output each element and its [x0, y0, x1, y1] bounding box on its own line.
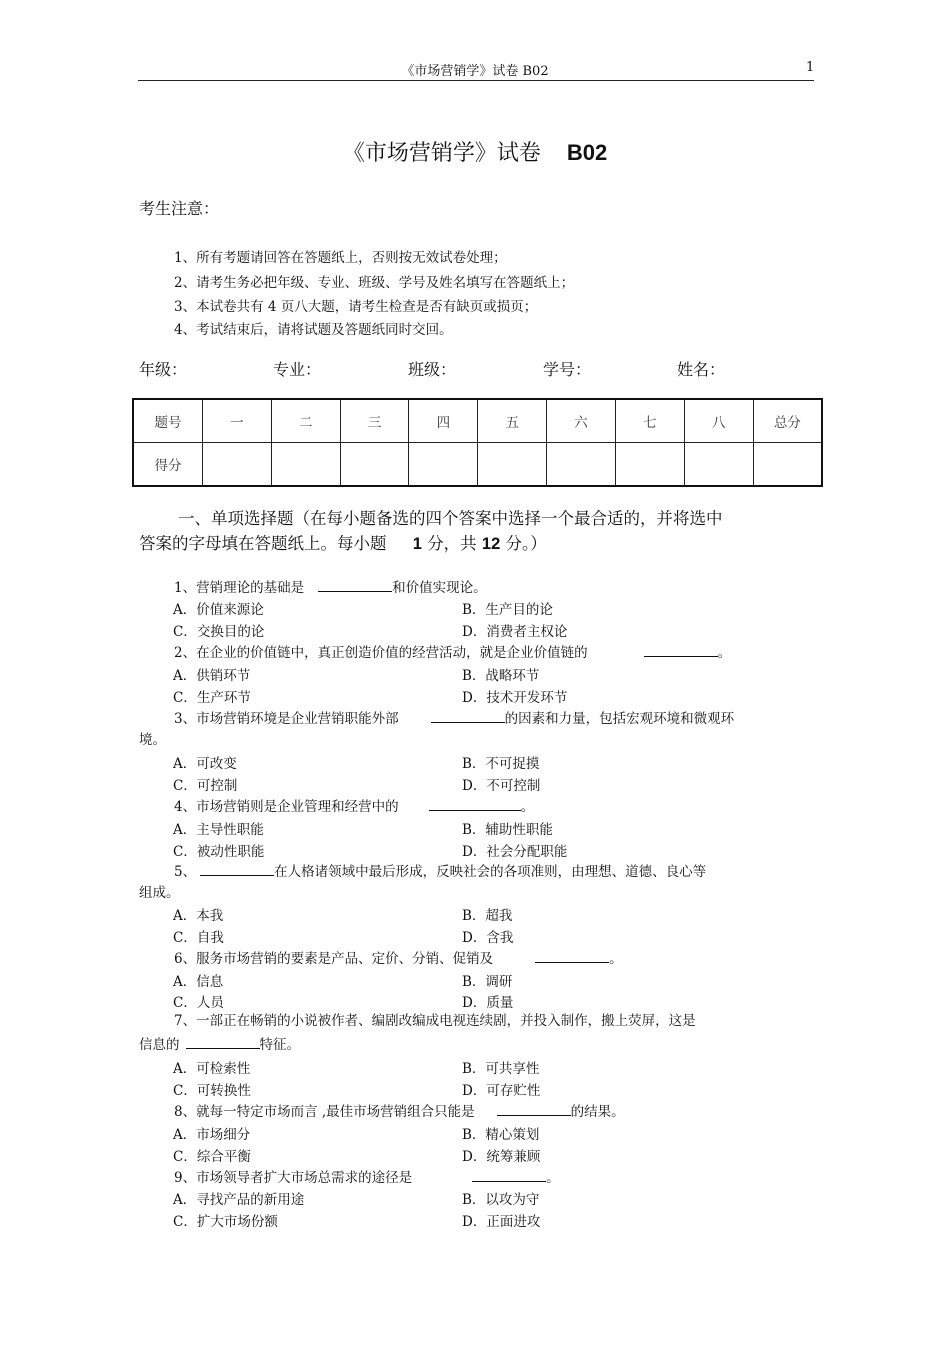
notice-item: 1、所有考题请回答在答题纸上，否则按无效试卷处理； — [174, 250, 507, 266]
option-b: B．战略环节 — [462, 668, 540, 684]
option-a: A．本我 — [173, 908, 224, 924]
question-5 — [174, 861, 706, 880]
score-table — [132, 398, 823, 487]
question-text: 特征。 — [259, 1037, 300, 1053]
question-text: 和价值实现论。 — [392, 580, 487, 596]
option-b: B．不可捉摸 — [462, 756, 540, 772]
option-d: D．不可控制 — [462, 778, 541, 794]
page-title — [0, 136, 950, 167]
question-text: 。 — [609, 951, 623, 967]
section-heading-line2 — [139, 530, 547, 554]
option-a: A．信息 — [173, 974, 224, 990]
question-9 — [174, 1167, 560, 1186]
score-cell — [340, 443, 409, 487]
option-b: B．调研 — [462, 974, 513, 990]
question-text: 9、市场领导者扩大市场总需求的途径是 — [174, 1170, 413, 1186]
answer-blank — [472, 1167, 546, 1182]
answer-blank — [200, 861, 274, 876]
question-6 — [174, 948, 623, 967]
col-header: 五 — [478, 399, 547, 443]
section-text: 分。） — [505, 534, 547, 553]
grade-label: 年级： — [139, 360, 188, 379]
score-cell — [478, 443, 547, 487]
question-text: 6、服务市场营销的要素是产品、定价、分销、促销及 — [174, 951, 494, 967]
question-text: 8、就每一特定市场而言 ,最佳市场营销组合只能是 — [174, 1104, 475, 1120]
question-text: 在人格诸领域中最后形成，反映社会的各项准则，由理想、道德、良心等 — [274, 864, 707, 880]
score-cell — [203, 443, 272, 487]
col-header: 二 — [271, 399, 340, 443]
question-text: 的结果。 — [570, 1104, 625, 1120]
option-c: C．生产环节 — [173, 690, 251, 706]
total-points: 12 — [481, 535, 501, 553]
option-a: A．市场细分 — [173, 1127, 251, 1143]
question-text: 信息的 — [139, 1037, 180, 1053]
col-header: 八 — [684, 399, 753, 443]
question-8 — [174, 1101, 625, 1120]
question-text: 。 — [520, 799, 535, 815]
row-label-score: 得分 — [133, 443, 203, 487]
option-a: A．供销环节 — [173, 668, 251, 684]
score-cell — [684, 443, 753, 487]
col-header: 四 — [409, 399, 478, 443]
col-header: 七 — [615, 399, 684, 443]
major-label: 专业： — [273, 360, 322, 379]
question-text: 。 — [717, 645, 732, 661]
points-per-question: 1 — [412, 535, 422, 553]
answer-blank — [318, 577, 392, 592]
option-d: D．质量 — [462, 995, 514, 1011]
option-d: D．统筹兼顾 — [462, 1149, 541, 1165]
option-c: C．可转换性 — [173, 1083, 251, 1099]
col-header: 三 — [340, 399, 409, 443]
answer-blank — [535, 948, 609, 963]
option-c: C．交换目的论 — [173, 624, 265, 640]
option-d: D．技术开发环节 — [462, 690, 568, 706]
notice-heading: 考生注意： — [139, 199, 220, 218]
question-1 — [174, 577, 487, 596]
title-text: 《市场营销学》试卷 — [342, 141, 541, 166]
option-c: C．自我 — [173, 930, 224, 946]
section-text: 答案的字母填在答题纸上。每小题 — [139, 534, 387, 553]
option-b: B．可共享性 — [462, 1061, 540, 1077]
option-c: C．可控制 — [173, 778, 238, 794]
option-b: B．辅助性职能 — [462, 822, 553, 838]
score-cell — [271, 443, 340, 487]
question-7-wrap — [139, 1033, 300, 1053]
option-c: C．综合平衡 — [173, 1149, 251, 1165]
name-label: 姓名： — [677, 360, 726, 379]
question-3 — [174, 708, 734, 727]
student-id-label: 学号： — [543, 360, 592, 379]
question-text: 。 — [546, 1170, 560, 1186]
score-row — [133, 443, 822, 487]
question-3-wrap: 境。 — [139, 732, 166, 748]
question-7: 7、一部正在畅销的小说被作者、编剧改编成电视连续剧，并投入制作，搬上荧屏，这是 — [174, 1013, 696, 1029]
row-label-question: 题号 — [133, 399, 203, 443]
option-c: C．人员 — [173, 995, 224, 1011]
option-d: D．可存贮性 — [462, 1083, 541, 1099]
question-text: 5、 — [174, 864, 197, 880]
notice-item: 4、考试结束后，请将试题及答题纸同时交回。 — [174, 322, 453, 338]
question-text: 4、市场营销则是企业管理和经营中的 — [174, 799, 399, 815]
option-a: A．寻找产品的新用途 — [173, 1192, 305, 1208]
option-d: D．正面进攻 — [462, 1214, 541, 1230]
option-b: B．精心策划 — [462, 1127, 540, 1143]
notice-item: 3、本试卷共有 4 页八大题，请考生检查是否有缺页或损页； — [174, 299, 538, 315]
option-d: D．社会分配职能 — [462, 844, 568, 860]
answer-blank — [186, 1034, 260, 1049]
header-rule — [138, 80, 814, 81]
option-a: A．价值来源论 — [173, 602, 264, 618]
score-cell — [753, 443, 822, 487]
section-heading-line1: 一、单项选择题（在每小题备选的四个答案中选择一个最合适的，并将选中 — [178, 509, 723, 528]
option-c: C．被动性职能 — [173, 844, 265, 860]
question-5-wrap: 组成。 — [139, 885, 180, 901]
option-d: D．含我 — [462, 930, 514, 946]
question-text: 3、市场营销环境是企业营销职能外部 — [174, 711, 399, 727]
option-a: A．主导性职能 — [173, 822, 264, 838]
answer-blank — [497, 1101, 571, 1116]
answer-blank — [429, 796, 521, 811]
class-label: 班级： — [408, 360, 457, 379]
score-cell — [615, 443, 684, 487]
score-cell — [547, 443, 616, 487]
option-b: B．以攻为守 — [462, 1192, 540, 1208]
col-header: 一 — [203, 399, 272, 443]
option-c: C．扩大市场份额 — [173, 1214, 278, 1230]
question-text: 的因素和力量，包括宏观环境和微观环 — [504, 711, 735, 727]
title-code: B02 — [566, 140, 608, 165]
question-2 — [174, 642, 731, 661]
option-b: B．生产目的论 — [462, 602, 553, 618]
notice-item: 2、请考生务必把年级、专业、班级、学号及姓名填写在答题纸上； — [174, 275, 575, 291]
option-d: D．消费者主权论 — [462, 624, 568, 640]
option-b: B．超我 — [462, 908, 513, 924]
col-header: 六 — [547, 399, 616, 443]
col-header-total: 总分 — [753, 399, 822, 443]
option-a: A．可检索性 — [173, 1061, 251, 1077]
question-text: 2、在企业的价值链中，真正创造价值的经营活动，就是企业价值链的 — [174, 645, 588, 661]
section-text: 分，共 — [427, 534, 477, 553]
option-a: A．可改变 — [173, 756, 237, 772]
score-cell — [409, 443, 478, 487]
question-4 — [174, 796, 534, 815]
score-header-row — [133, 399, 822, 443]
question-text: 1、营销理论的基础是 — [174, 580, 305, 596]
page-number: 1 — [806, 60, 815, 75]
answer-blank — [644, 642, 718, 657]
answer-blank — [431, 708, 505, 723]
running-header-title: 《市场营销学》试卷 B02 — [401, 64, 549, 79]
